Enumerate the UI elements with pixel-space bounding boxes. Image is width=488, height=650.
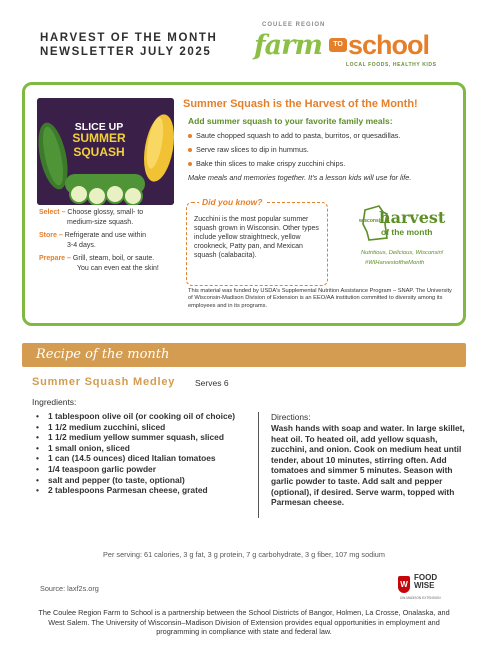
list-item: • 1/4 teaspoon garlic powder [36,464,251,475]
foodwise-sub: UW-MADISON EXTENSION [400,596,441,600]
list-item: • 1 1/2 medium yellow summer squash, sliced [36,432,251,443]
logo-to-badge: TO [329,38,347,52]
recipe-banner [22,343,466,367]
did-you-know-label: Did you know? [199,197,265,207]
prepare-text-2: You can even eat the skin! [77,264,159,272]
foodwise-line-2: WISE [414,581,435,590]
feature-subtitle: Add summer squash to your favorite family meals: [188,116,393,126]
logo-school: school [348,30,430,60]
wisc-slogan: Nutritious, Delicious, Wisconsin! [361,250,444,256]
list-item: Bake thin slices to make crispy zucchini chips. [188,157,400,171]
list-item: • 1 tablespoon olive oil (or cooking oil of choice) [36,411,251,422]
select-text-2: medium-size squash. [67,218,134,226]
foodwise-line-1: FOOD [414,573,438,582]
store-tip [39,231,189,250]
list-item: • 1 1/2 medium zucchini, sliced [36,422,251,433]
newsletter-header [40,31,217,59]
harvest-feature-box [22,82,466,326]
header-line-2: NEWSLETTER JULY 2025 [40,46,212,58]
header-line-1: HARVEST OF THE MONTH [40,32,218,44]
funding-statement: This material was funded by USDA's Supplemental Nutrition Assistance Program – SNAP. The University of Wisconsin-Madison Division of Extension is an EEO/AA institution committed to diversity among its employees and in its programs. [188,288,452,309]
wisc-logo-month: of the month [381,227,433,237]
farm-to-school-logo [250,22,446,70]
prepare-text-1: Grill, steam, boil, or saute. [72,255,155,262]
store-text-1: Refrigerate and use within [64,232,147,239]
directions-text: Wash hands with soap and water. In large skillet, heat oil. To heated oil, add yellow squash, zucchini, and onion. Cook on medium heat until tender, about 10 minutes, stirring often. Add tomatoes and simmer 5 minutes. Season with garlic powder to taste. Add salt and pepper (optional), if desired. Serve warm, topped with Parmesan cheese. [271,423,465,508]
image-text-1: SLICE UP [74,121,124,133]
did-you-know-box [186,197,328,286]
store-text-2: 3-4 days. [67,241,96,249]
recipe-serves: Serves 6 [195,378,229,388]
feature-title: Summer Squash is the Harvest of the Month! [183,98,418,110]
recipe-banner-title: Recipe of the month [36,347,170,362]
list-item: • 2 tablespoons Parmesan cheese, grated [36,485,251,496]
footer-statement: The Coulee Region Farm to School is a partnership between the School Districts of Bangor, Holmen, La Crosse, Onalaska, and West Salem. The University of Wisconsin–Madison Division of Extension provides equal opportunities in employment and programming in compliance with state and federal law. [38,608,450,637]
list-item: Saute chopped squash to add to pasta, burritos, or quesadillas. [188,129,400,143]
list-item: • 1 small onion, sliced [36,443,251,454]
meal-ideas-list [188,129,400,171]
logo-tagline: LOCAL FOODS, HEALTHY KIDS [346,62,437,68]
foodwise-logo [398,574,458,600]
store-label: Store – [39,232,63,239]
column-divider [258,412,259,518]
list-item: Serve raw slices to dip in hummus. [188,143,400,157]
memories-text: Make meals and memories together. It's a lesson kids will use for life. [188,173,412,182]
ingredients-list [36,411,251,496]
wisc-hashtag: #WIHarvestoftheMonth [365,260,425,266]
squash-image [37,98,174,205]
prepare-label: Prepare – [39,255,71,262]
wisc-logo-small: wisconsin [359,218,384,224]
nutrition-info: Per serving: 61 calories, 3 g fat, 3 g protein, 7 g carbohydrate, 3 g fiber, 107 mg sodium [103,550,385,559]
prepare-tip [39,254,189,273]
list-item: • 1 can (14.5 ounces) diced Italian tomatoes [36,453,251,464]
uw-shield-icon: W [398,576,410,593]
select-tip [39,208,189,227]
image-text-2: SUMMER [72,131,126,145]
recipe-name: Summer Squash Medley [32,376,176,388]
did-you-know-text: Zucchini is the most popular summer squash grown in Wisconsin. Other types include yellow straightneck, yellow crookneck, Patty pan, and Mexican squash (calabacita). [194,216,319,259]
image-text-3: SQUASH [73,145,125,159]
directions-heading: Directions: [271,412,311,422]
ingredients-heading: Ingredients: [32,397,77,407]
list-item: • salt and pepper (to taste, optional) [36,475,251,486]
recipe-source: Source: laxf2s.org [40,584,99,593]
logo-farm: farm [254,30,322,61]
wisconsin-harvest-logo [359,200,453,280]
logo-region: COULEE REGION [262,22,326,28]
select-label: Select – [39,209,66,216]
select-text-1: Choose glossy, small- to [67,209,144,216]
wisc-logo-big: harvest [379,208,446,227]
